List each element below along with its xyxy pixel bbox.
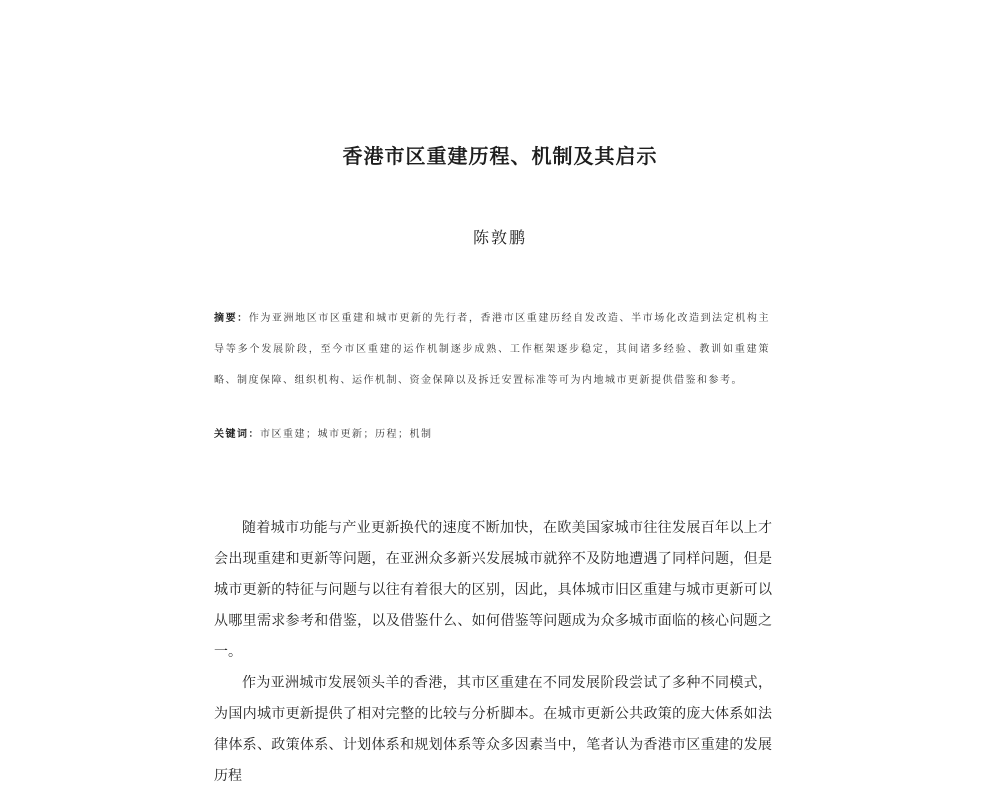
keywords (214, 426, 770, 444)
paper-title: 香港市区重建历程、机制及其启示 (342, 144, 658, 168)
body-paragraph-1: 随着城市功能与产业更新换代的速度不断加快，在欧美国家城市往往发展百年以上才会出现重建和更新等问题，在亚洲众多新兴发展城市就猝不及防地遭遇了同样问题，但是城市更新的特征与问题与以往有着很大的区别，因此，具体城市旧区重建与城市更新可以从哪里需求参考和借鉴，以及借鉴什么、如何借鉴等问题成为众多城市面临的核心问题之一。 (214, 520, 772, 660)
abstract-label: 摘要： (214, 313, 249, 324)
abstract-text: 作为亚洲地区市区重建和城市更新的先行者，香港市区重建历经自发改造、半市场化改造到法定机构主导等多个发展阶段，至今市区重建的运作机制逐步成熟、工作框架逐步稳定，其间诸多经验、教训如重建策略、制度保障、组织机构、运作机制、资金保障以及拆迁安置标准等可为内地城市更新提供借鉴和参考。 (214, 313, 771, 386)
body-paragraph-2: 作为亚洲城市发展领头羊的香港，其市区重建在不同发展阶段尝试了多种不同模式，为国内城市更新提供了相对完整的比较与分析脚本。在城市更新公共政策的庞大体系如法律体系、政策体系、计划体系和规划体系等众多因素当中，笔者认为香港市区重建的发展历程 (214, 675, 772, 784)
author-name: 陈敦鹏 (472, 228, 527, 247)
abstract (214, 303, 770, 396)
keywords-label: 关键词： (214, 429, 260, 440)
keywords-text: 市区重建；城市更新；历程；机制 (260, 429, 433, 440)
body-text (214, 513, 772, 792)
